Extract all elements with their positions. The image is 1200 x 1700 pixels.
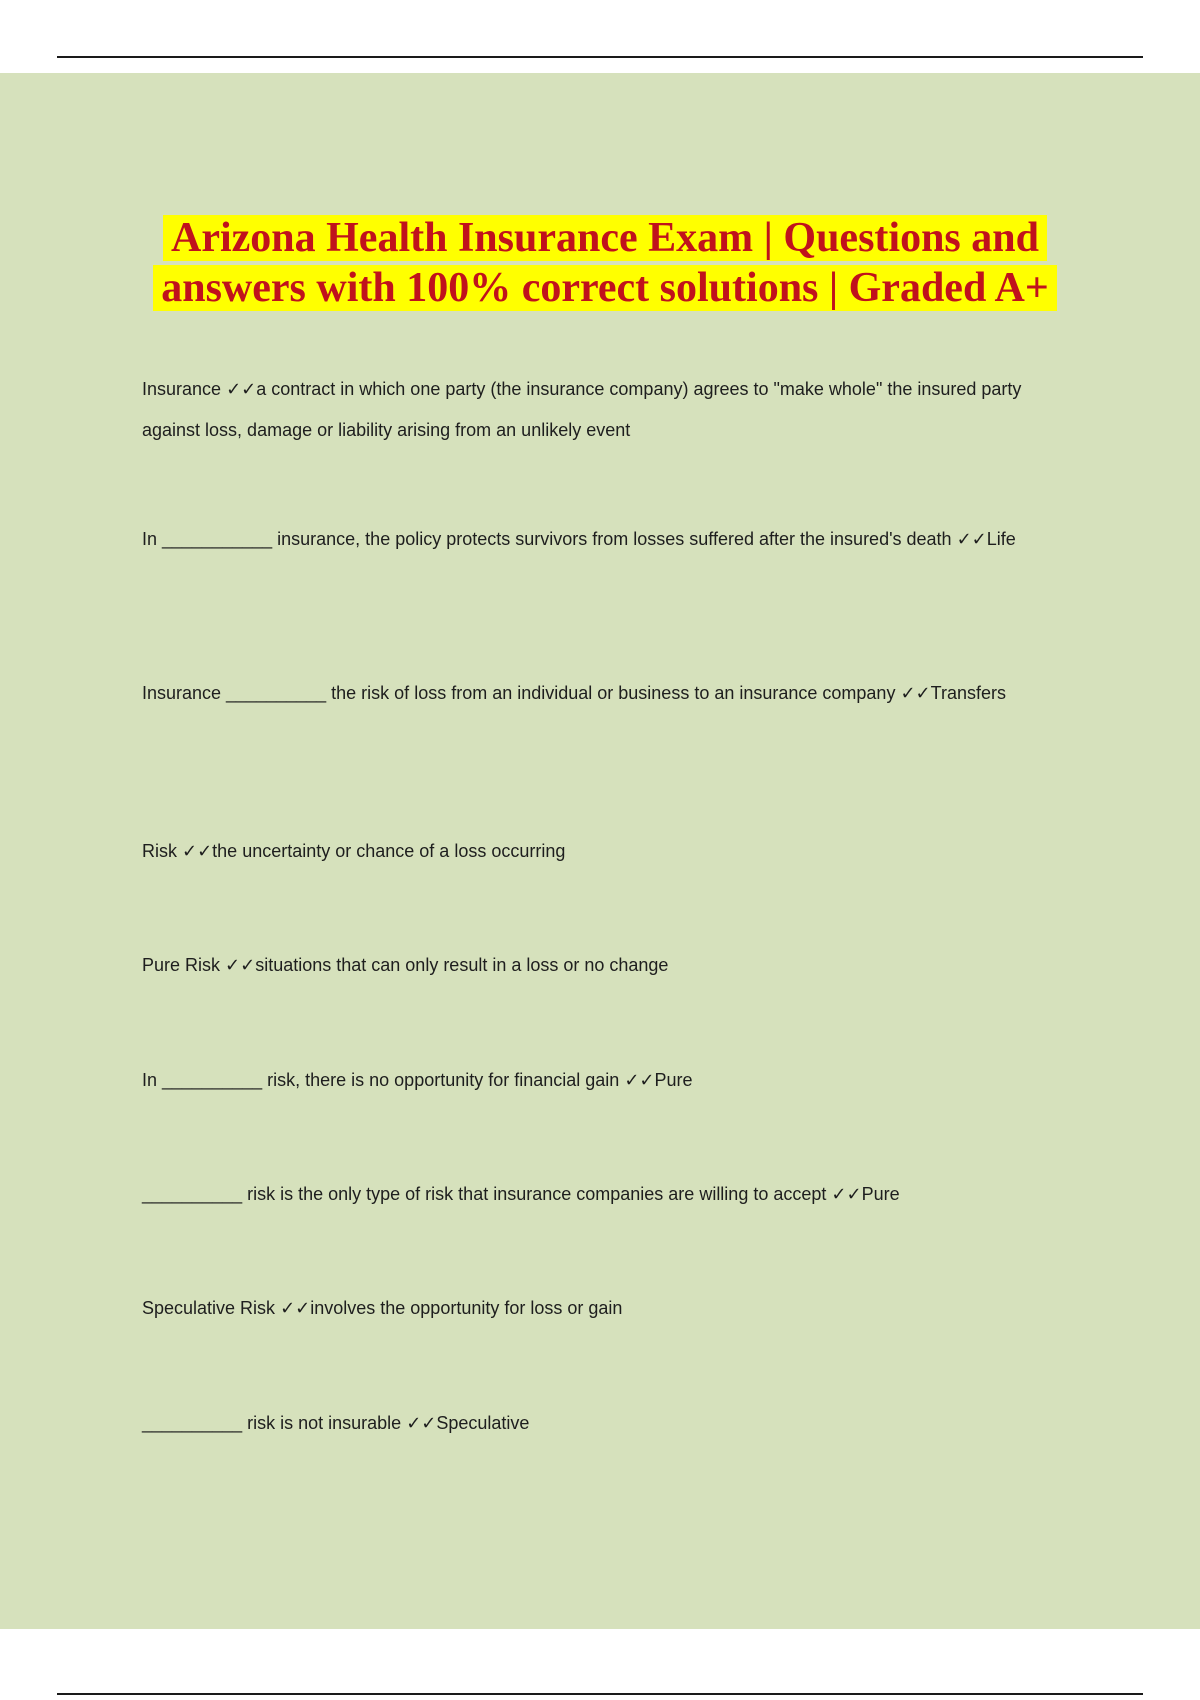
qa-item-1 <box>142 369 1062 451</box>
check-mark-icon: ✓✓ <box>624 1070 655 1091</box>
qa-term: In __________ risk, there is no opportunity for financial gain <box>142 1070 625 1090</box>
check-mark-icon: ✓✓ <box>900 683 931 704</box>
qa-answer: Transfers <box>930 683 1006 703</box>
qa-answer: Pure <box>861 1184 900 1204</box>
qa-item-2 <box>142 519 1062 560</box>
check-mark-icon: ✓✓ <box>182 841 213 862</box>
check-mark-icon: ✓✓ <box>831 1184 862 1205</box>
qa-item-8 <box>142 1288 1062 1329</box>
qa-item-6 <box>142 1060 1062 1101</box>
qa-term: Insurance __________ the risk of loss from an individual or business to an insurance company <box>142 683 901 703</box>
document-title <box>140 213 1070 313</box>
qa-term: Insurance <box>142 379 227 399</box>
qa-item-4 <box>142 831 1062 872</box>
qa-item-5 <box>142 945 1062 986</box>
title-line-1: Arizona Health Insurance Exam | Questions and <box>163 215 1047 261</box>
qa-answer: a contract in which one party (the insurance company) agrees to "make whole" the insured party against loss, damage or liability arising from an unlikely event <box>142 379 1022 440</box>
qa-answer: Life <box>986 529 1016 549</box>
document-page <box>0 73 1200 1629</box>
check-mark-icon: ✓✓ <box>406 1413 437 1434</box>
qa-answer: Speculative <box>436 1413 530 1433</box>
qa-answer: the uncertainty or chance of a loss occurring <box>212 841 566 861</box>
check-mark-icon: ✓✓ <box>225 955 256 976</box>
qa-term: Risk <box>142 841 182 861</box>
qa-answer: situations that can only result in a loss or no change <box>255 955 669 975</box>
qa-term: Speculative Risk <box>142 1298 281 1318</box>
check-mark-icon: ✓✓ <box>280 1298 311 1319</box>
qa-term: __________ risk is the only type of risk that insurance companies are willing to accept <box>142 1184 832 1204</box>
qa-item-3 <box>142 673 1062 714</box>
qa-item-7 <box>142 1174 1062 1215</box>
check-mark-icon: ✓✓ <box>956 529 987 550</box>
title-line-2: answers with 100% correct solutions | Graded A+ <box>153 265 1057 311</box>
bottom-rule <box>57 1693 1143 1695</box>
top-rule <box>57 56 1143 58</box>
check-mark-icon: ✓✓ <box>226 379 257 400</box>
qa-term: __________ risk is not insurable <box>142 1413 407 1433</box>
qa-answer: involves the opportunity for loss or gain <box>310 1298 623 1318</box>
qa-answer: Pure <box>654 1070 693 1090</box>
qa-term: Pure Risk <box>142 955 226 975</box>
qa-item-9 <box>142 1403 1062 1444</box>
qa-term: In ___________ insurance, the policy protects survivors from losses suffered after the insured's death <box>142 529 957 549</box>
